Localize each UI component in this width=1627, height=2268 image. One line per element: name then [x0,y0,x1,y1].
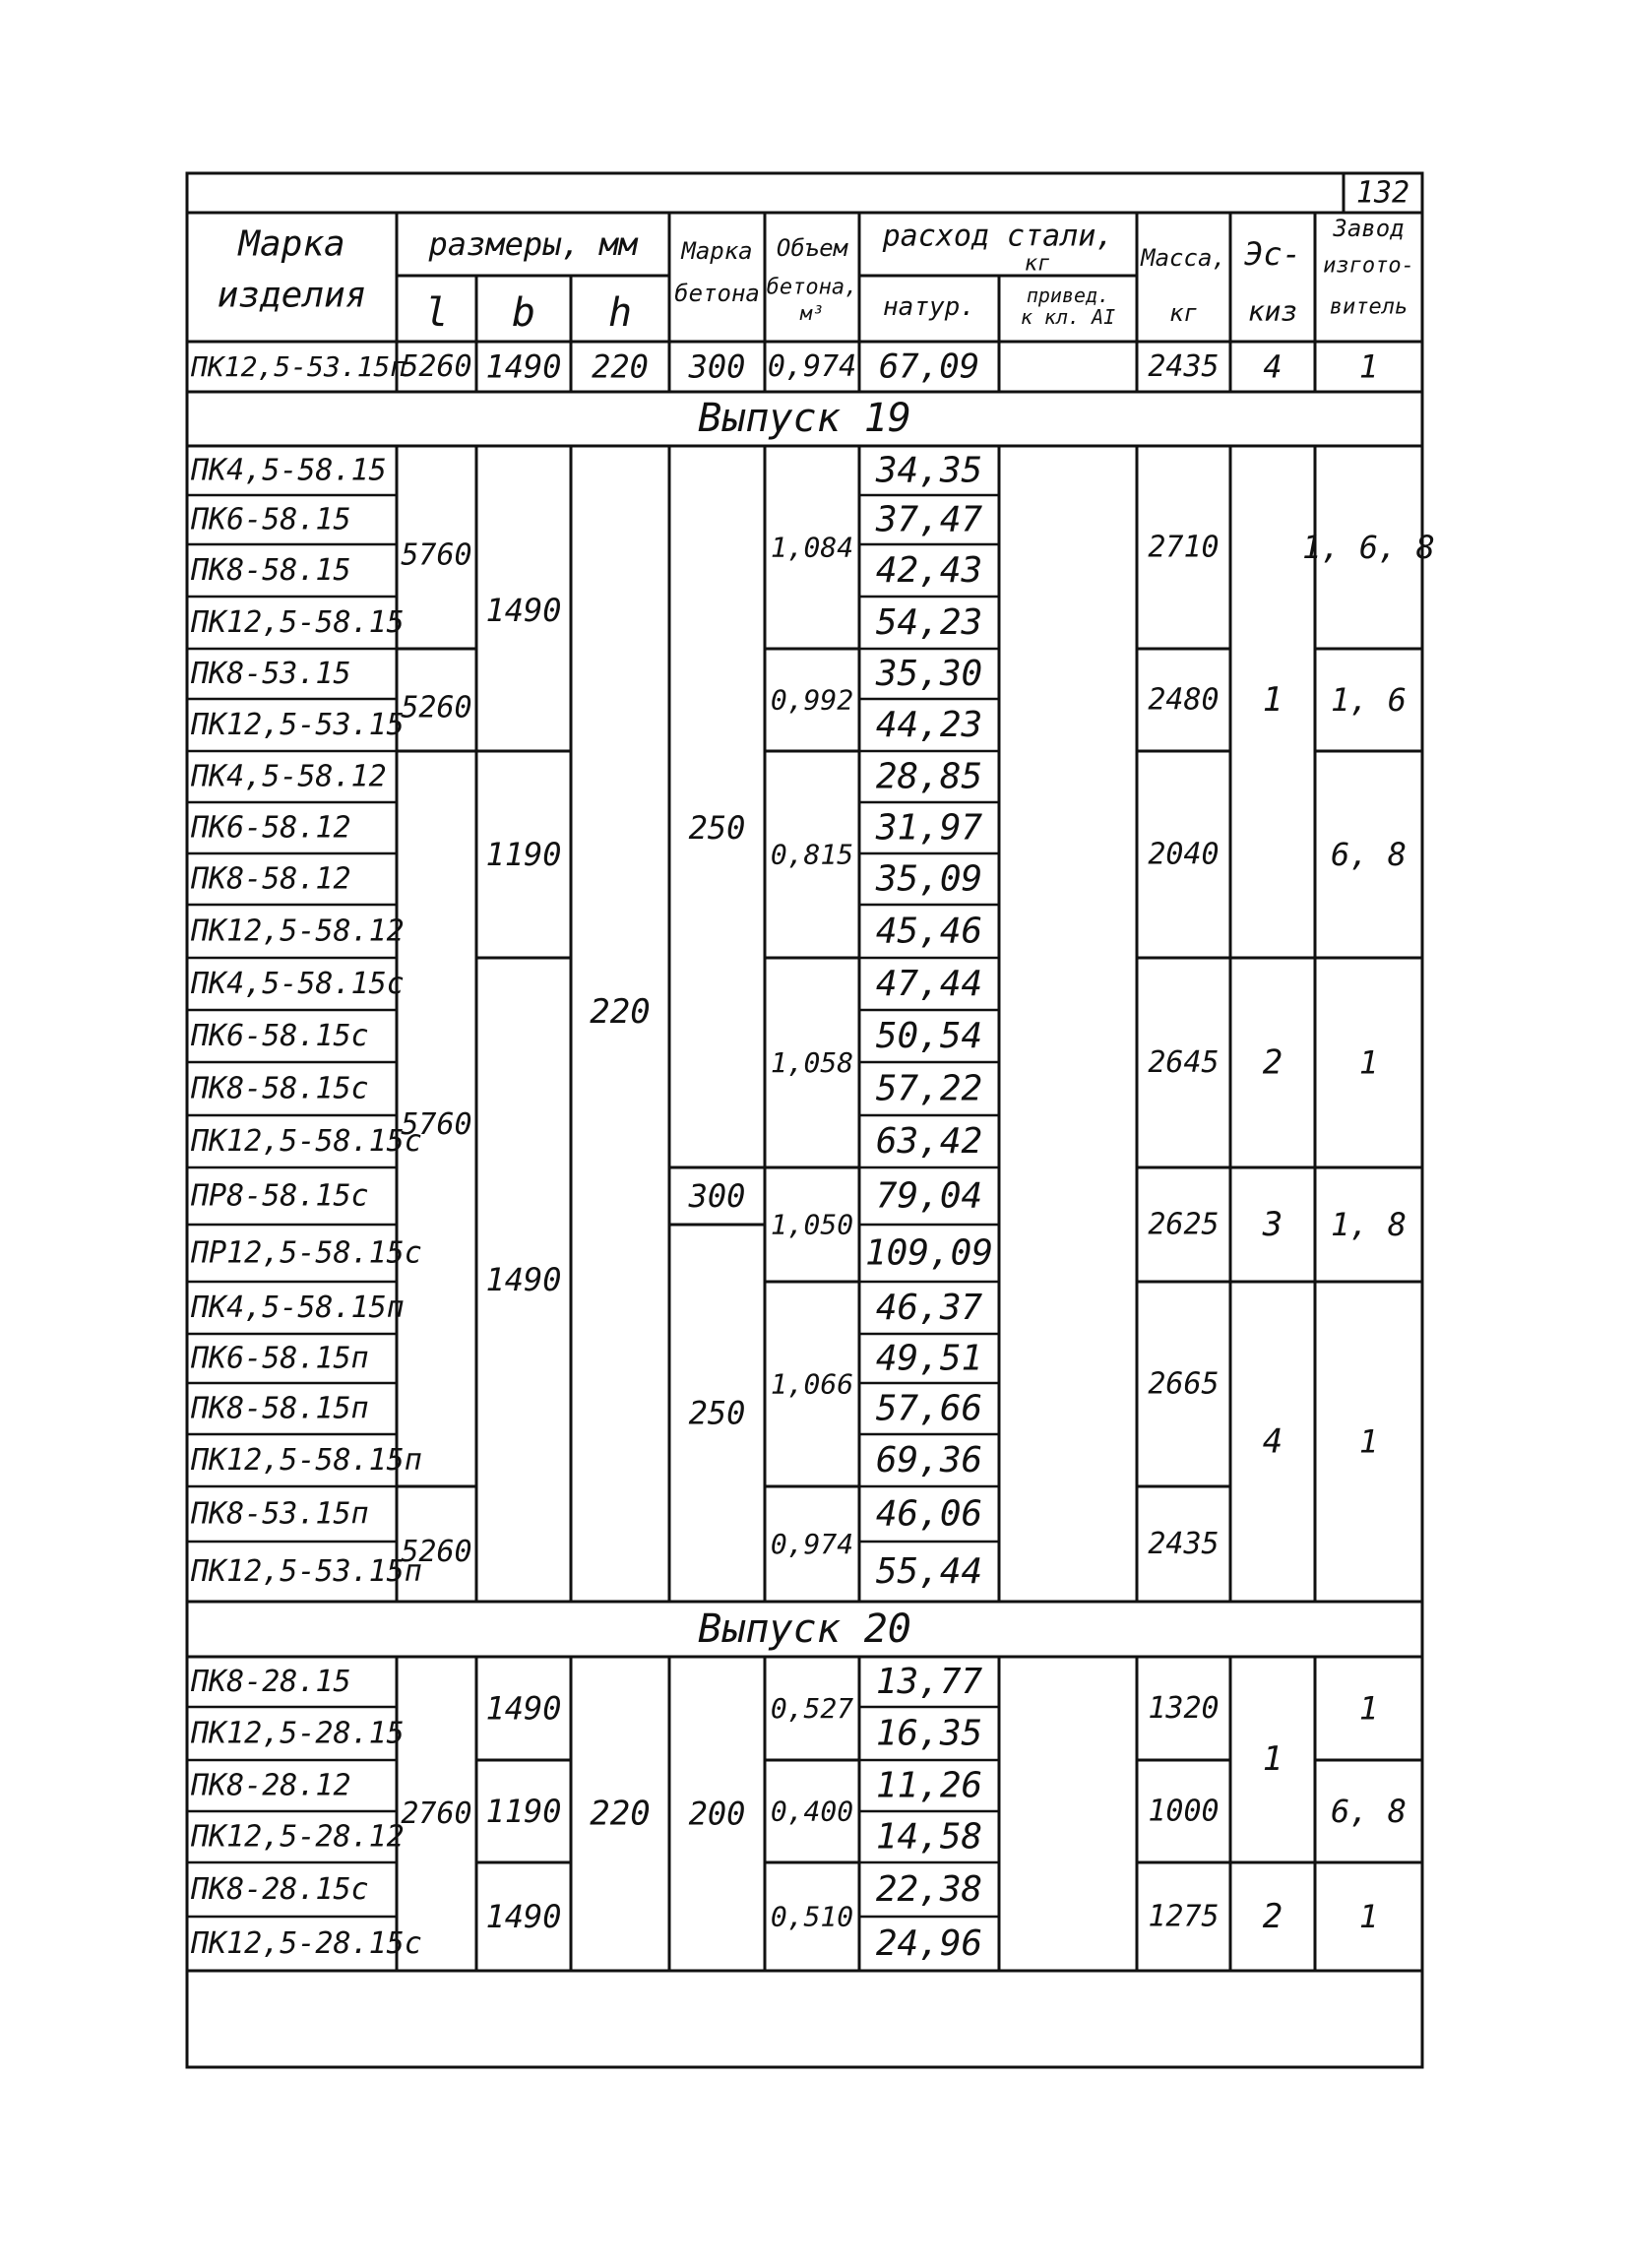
section20-factory: 1 [1358,1689,1379,1728]
section19-mass: 2040 [1148,837,1220,872]
section19-steel: 54,23 [875,602,983,643]
section19-mark: ПК4,5-58.12 [191,759,387,794]
top-row-l: 5260 [401,349,472,384]
section19-mark: ПК4,5-58.15с [191,967,405,1001]
section19-steel: 46,37 [875,1288,983,1328]
section20-mass: 1000 [1148,1794,1220,1829]
section19-steel: 31,97 [875,807,983,849]
section20-sketch: 1 [1262,1739,1283,1779]
section20-steel: 22,38 [875,1869,983,1910]
section19-mass: 2435 [1148,1527,1220,1561]
section19-mark: ПК12,5-53.15п [191,1554,422,1589]
header-factory: Завод [1333,215,1405,242]
section20-steel: 11,26 [875,1765,983,1806]
section19-title: Выпуск 19 [698,396,911,441]
header-steel-natural: натур. [883,292,975,322]
header-mark: Марка [238,223,345,265]
section19-mark: ПК6-58.15 [191,502,351,537]
section19-mark: ПК6-58.15п [191,1341,369,1376]
section20-volume: 0,400 [770,1795,854,1828]
section19-grade: 250 [688,809,746,847]
section19-mark: ПК4,5-58.15 [191,453,387,488]
section20-mark: ПК8-28.15с [191,1872,369,1907]
table-text [190,176,1435,1965]
section19-factory: 6, 8 [1330,836,1408,873]
top-row-factory: 1 [1358,347,1379,386]
section19-grade: 300 [688,1177,746,1215]
header-volume: м³ [799,301,825,325]
section20-steel: 14,58 [875,1816,983,1858]
section19-mark: ПК12,5-58.15 [191,605,405,640]
section19-mass: 2480 [1148,682,1220,718]
section19-mark: ПР8-58.15с [191,1178,369,1214]
section19-mark: ПК8-58.15п [191,1391,369,1426]
section20-mark: ПК12,5-28.15с [191,1926,422,1961]
section19-mark: ПК8-58.12 [191,861,351,897]
section19-steel: 79,04 [875,1175,983,1217]
header-dim-b: b [511,290,536,336]
section19-steel: 55,44 [875,1551,983,1592]
section19-mark: ПК6-58.12 [191,810,351,846]
section19-mark: ПК12,5-58.15с [191,1124,422,1159]
top-row-volume: 0,974 [767,349,857,384]
top-row-sketch: 4 [1263,347,1283,386]
section19-mark: ПК8-53.15п [191,1496,369,1532]
section19-grade: 250 [688,1394,746,1432]
section19-mass: 2625 [1148,1207,1220,1242]
section20-volume: 0,527 [770,1692,854,1725]
header-steel: кг [1024,251,1051,277]
section20-title: Выпуск 20 [698,1606,911,1652]
header-factory: витель [1329,294,1408,320]
section19-steel: 45,46 [875,911,983,952]
section19-steel: 50,54 [875,1016,983,1056]
section20-b: 1190 [485,1793,562,1830]
section19-volume: 0,815 [770,838,854,871]
section20-l: 2760 [401,1796,472,1831]
section19-steel: 63,42 [875,1121,983,1162]
section19-steel: 42,43 [875,550,983,591]
section19-steel: 44,23 [875,705,983,745]
header-factory: изгото- [1323,253,1414,279]
section20-b: 1490 [485,1898,562,1935]
section19-steel: 57,66 [875,1388,983,1429]
header-grade: Марка [681,237,753,265]
section19-mark: ПР12,5-58.15с [191,1235,422,1271]
section19-volume: 0,992 [770,683,854,717]
section19-steel: 49,51 [875,1338,983,1379]
header-mass: Масса, [1141,244,1226,272]
header-sketch: киз [1247,294,1298,328]
section20-mark: ПК8-28.12 [191,1768,351,1803]
top-row-h: 220 [592,347,649,386]
section20-mass: 1320 [1148,1691,1220,1726]
header-dim-h: h [607,290,633,336]
section19-steel: 37,47 [875,499,983,540]
section19-steel: 57,22 [875,1068,983,1109]
header-steel-reduced: к кл. AI [1020,305,1116,329]
section19-steel: 46,06 [875,1493,983,1535]
header-steel-reduced: привед. [1026,284,1110,307]
header-volume: бетона, [766,275,858,300]
section19-steel: 35,30 [875,654,983,694]
section19-mass: 2645 [1148,1045,1220,1080]
section19-factory: 1 [1358,1422,1379,1461]
section19-volume: 0,974 [770,1528,854,1560]
section19-b: 1190 [485,836,562,873]
top-row-mark: ПК12,5-53.15п [191,350,407,383]
section19-steel: 47,44 [875,964,983,1004]
top-row-grade: 300 [688,347,746,386]
section20-steel: 24,96 [875,1923,983,1964]
section19-factory: 1, 6, 8 [1302,529,1435,566]
section19-l: 5760 [401,1107,472,1142]
section19-b: 1490 [485,1261,562,1298]
header-grade: бетона [674,280,760,307]
section19-volume: 1,066 [770,1367,854,1401]
section19-mark: ПК6-58.15с [191,1019,369,1053]
section19-h: 220 [590,992,651,1032]
section19-l: 5260 [401,1535,472,1569]
header-sketch: Эс- [1244,235,1301,273]
top-row-steel: 67,09 [878,346,980,387]
section19-sketch: 2 [1262,1042,1283,1083]
section20-steel: 16,35 [875,1713,983,1754]
section19-volume: 1,084 [770,531,854,564]
top-row-mass: 2435 [1148,349,1220,384]
section20-h: 220 [590,1794,651,1834]
section19-mark: ПК12,5-58.12 [191,914,405,949]
section19-mark: ПК8-58.15с [191,1071,369,1106]
section20-mark: ПК12,5-28.12 [191,1819,405,1855]
section19-factory: 1, 6 [1330,681,1408,719]
section19-steel: 35,09 [875,858,983,900]
section19-mark: ПК12,5-53.15 [191,708,405,742]
section19-volume: 1,058 [770,1046,854,1079]
section20-volume: 0,510 [770,1900,854,1933]
section19-steel: 69,36 [875,1440,983,1480]
header-dims: размеры, мм [428,225,638,263]
section20-sketch: 2 [1262,1897,1283,1936]
section19-steel: 28,85 [875,756,983,797]
section20-mark: ПК8-28.15 [191,1665,351,1699]
section19-mark: ПК4,5-58.15п [191,1291,405,1325]
section20-mark: ПК12,5-28.15 [191,1716,405,1751]
header-dim-l: l [424,290,449,336]
header-steel: расход стали, [882,219,1114,254]
section19-l: 5260 [401,690,472,725]
section19-sketch: 3 [1262,1205,1283,1244]
section19-mass: 2665 [1148,1366,1220,1402]
section19-mark: ПК8-58.15 [191,553,351,588]
section19-l: 5760 [401,537,472,573]
section20-b: 1490 [485,1689,562,1728]
section19-b: 1490 [485,592,562,629]
header-mass: кг [1169,299,1198,327]
section19-mark: ПК8-53.15 [191,657,351,691]
section20-steel: 13,77 [875,1662,983,1702]
section19-sketch: 1 [1262,680,1283,720]
header-volume: Объем [776,234,848,262]
page-number: 132 [1355,175,1410,211]
section20-grade: 200 [688,1795,746,1833]
section20-factory: 6, 8 [1330,1793,1408,1830]
section19-sketch: 4 [1262,1421,1283,1462]
section19-steel: 34,35 [875,450,983,491]
section20-mass: 1275 [1148,1899,1220,1934]
top-row-b: 1490 [485,347,562,386]
section19-factory: 1 [1358,1043,1379,1082]
section19-mark: ПК12,5-58.15п [191,1443,422,1478]
section19-mass: 2710 [1148,530,1220,565]
section19-factory: 1, 8 [1330,1206,1408,1243]
section20-factory: 1 [1358,1898,1379,1935]
header-mark: изделия [217,275,367,316]
section19-steel: 109,09 [864,1232,994,1274]
section19-volume: 1,050 [770,1208,854,1241]
